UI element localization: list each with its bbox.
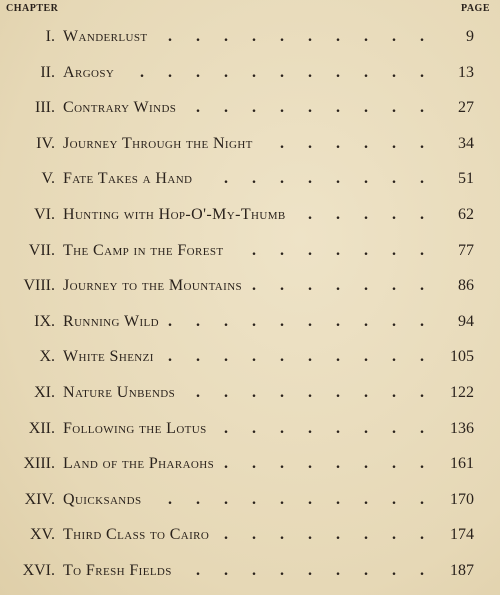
page-number: 187 (450, 562, 474, 579)
toc-header (6, 3, 490, 17)
chapter-title: Argosy (63, 64, 115, 81)
toc-entry-9 (0, 307, 500, 337)
leader-dots: ....... (252, 277, 448, 294)
page-number: 9 (466, 28, 474, 45)
leader-dots: ......... (196, 562, 448, 579)
chapter-title: Journey Through the Night (63, 135, 253, 152)
chapter-number: XIII. (23, 455, 55, 472)
chapter-title: To Fresh Fields (63, 562, 172, 579)
chapter-number: I. (45, 28, 55, 45)
toc-entry-5 (0, 164, 500, 194)
chapter-title: Quicksands (63, 491, 142, 508)
chapter-title: Contrary Winds (63, 99, 177, 116)
page-number: 86 (458, 277, 474, 294)
page-number: 174 (450, 526, 474, 543)
toc-entry-16 (0, 556, 500, 586)
leader-dots: .......... (168, 28, 448, 45)
chapter-number: VIII. (23, 277, 55, 294)
page-number: 13 (458, 64, 474, 81)
chapter-number: XI. (34, 384, 55, 401)
leader-dots: ........ (224, 420, 448, 437)
toc-entry-13 (0, 449, 500, 479)
page-number: 170 (450, 491, 474, 508)
chapter-title: Hunting with Hop-O'-My-Thumb (63, 206, 286, 223)
chapter-number: III. (35, 99, 55, 116)
chapter-title: The Camp in the Forest (63, 242, 224, 259)
chapter-number: V. (41, 170, 55, 187)
chapter-column-label: CHAPTER (6, 3, 59, 14)
page-number: 122 (450, 384, 474, 401)
page-number: 105 (450, 348, 474, 365)
leader-dots: ....... (252, 242, 448, 259)
toc-entry-2 (0, 58, 500, 88)
chapter-title: Running Wild (63, 313, 159, 330)
chapter-number: XII. (28, 420, 55, 437)
chapter-title: Journey to the Mountains (63, 277, 243, 294)
page-number: 94 (458, 313, 474, 330)
toc-entry-14 (0, 485, 500, 515)
page-number: 34 (458, 135, 474, 152)
toc-entry-12 (0, 414, 500, 444)
page-number: 62 (458, 206, 474, 223)
chapter-number: IX. (34, 313, 55, 330)
chapter-title: Wanderlust (63, 28, 148, 45)
leader-dots: .......... (168, 491, 448, 508)
leader-dots: .......... (168, 348, 448, 365)
chapter-title: Third Class to Cairo (63, 526, 210, 543)
page-number: 161 (450, 455, 474, 472)
chapter-title: White Shenzi (63, 348, 154, 365)
toc-entry-6 (0, 200, 500, 230)
chapter-number: II. (40, 64, 55, 81)
toc-entry-7 (0, 236, 500, 266)
leader-dots: ........ (224, 455, 448, 472)
chapter-number: X. (39, 348, 55, 365)
page-number: 136 (450, 420, 474, 437)
leader-dots: ........... (140, 64, 448, 81)
leader-dots: ...... (280, 135, 448, 152)
chapter-number: IV. (36, 135, 55, 152)
leader-dots: ......... (196, 99, 448, 116)
chapter-title: Nature Unbends (63, 384, 176, 401)
toc-entry-8 (0, 271, 500, 301)
chapter-number: XVI. (22, 562, 55, 579)
leader-dots: .......... (168, 313, 448, 330)
leader-dots: ........ (224, 170, 448, 187)
toc-entry-10 (0, 342, 500, 372)
chapter-title: Following the Lotus (63, 420, 207, 437)
chapter-number: XIV. (24, 491, 55, 508)
chapter-number: XV. (29, 526, 55, 543)
chapter-title: Fate Takes a Hand (63, 170, 193, 187)
chapter-number: VII. (28, 242, 55, 259)
toc-entry-4 (0, 129, 500, 159)
toc-entry-15 (0, 520, 500, 550)
toc-entry-3 (0, 93, 500, 123)
chapter-title: Land of the Pharaohs (63, 455, 215, 472)
page-column-label: PAGE (460, 3, 490, 14)
page-number: 27 (458, 99, 474, 116)
toc-entry-11 (0, 378, 500, 408)
page-number: 51 (458, 170, 474, 187)
page-number: 77 (458, 242, 474, 259)
leader-dots: ..... (308, 206, 448, 223)
leader-dots: ........ (224, 526, 448, 543)
leader-dots: ......... (196, 384, 448, 401)
chapter-number: VI. (34, 206, 55, 223)
toc-entry-1 (0, 22, 500, 52)
